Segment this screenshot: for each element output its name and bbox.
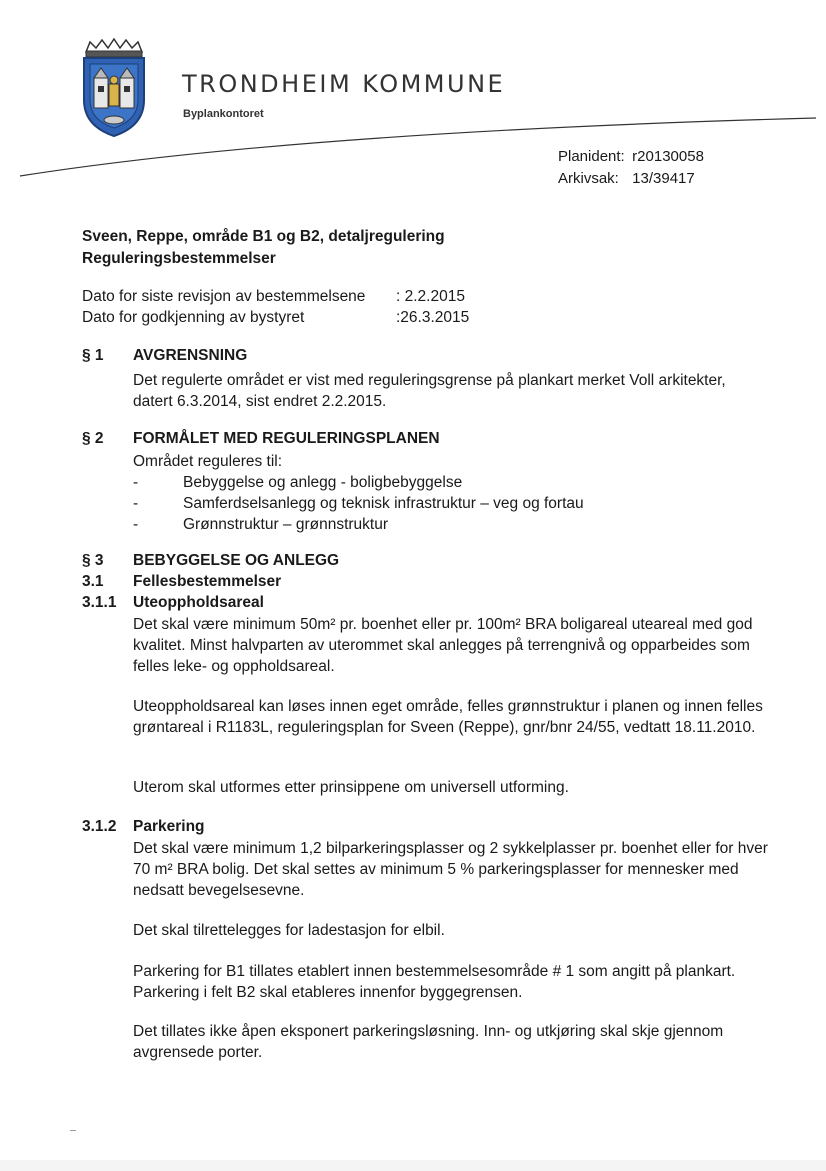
planident-label: Planident: [558, 148, 625, 165]
section-2-list [133, 472, 584, 535]
planident-row [558, 146, 704, 168]
approval-date-label: Dato for godkjenning av bystyret [82, 309, 305, 326]
paragraph: Det skal tilrettelegges for ladestasjon for elbil. [133, 922, 445, 939]
arkivsak-value: 13/39417 [632, 170, 695, 187]
section-1-heading: AVGRENSNING [133, 347, 248, 364]
paragraph: Det tillates ikke åpen eksponert parkeringsløsning. Inn- og utkjøring skal skje gjennom avgrensede porter. [133, 1023, 724, 1061]
arkivsak-label: Arkivsak: [558, 170, 619, 187]
section-1-number: § 1 [82, 347, 104, 364]
paragraph: Uterom skal utformes etter prinsippene om universell utforming. [133, 779, 569, 796]
subsection-3-1-heading: Fellesbestemmelser [133, 573, 282, 590]
title-line-1: Sveen, Reppe, område B1 og B2, detaljregulering [82, 228, 445, 245]
paragraph: Uteoppholdsareal kan løses innen eget område, felles grønnstruktur i planen og innen felles grøntareal i R1183L, reguleringsplan for Sveen (Reppe), gnr/bnr 24/55, vedtatt 18.11.2010. [133, 698, 763, 736]
revision-date-value: : 2.2.2015 [396, 288, 465, 305]
paragraph: Det skal være minimum 1,2 bilparkeringsplasser og 2 sykkelplasser pr. boenhet eller for hver 70 m² BRA bolig. Det skal settes av minimum 5 % parkeringsplasser for mennesker med nedsatt bevegelsesevne. [133, 840, 768, 899]
margin-mark [70, 1130, 76, 1131]
list-item: - Samferdselsanlegg og teknisk infrastruktur – veg og fortau [133, 495, 584, 512]
section-3-number: § 3 [82, 552, 104, 569]
subsection-3-1-2-number: 3.1.2 [82, 818, 117, 835]
paragraph: Det skal være minimum 50m² pr. boenhet eller pr. 100m² BRA boligareal uteareal med god kvalitet. Minst halvparten av uterommet skal anlegges på terrengnivå og opparbeides som felles leke- og oppholdsareal. [133, 616, 753, 675]
revision-date-row [82, 286, 469, 307]
dates-block [82, 286, 469, 328]
org-name: TRONDHEIM KOMMUNE [182, 70, 506, 98]
approval-date-value: :26.3.2015 [396, 309, 470, 326]
subsection-3-1-1-number: 3.1.1 [82, 594, 117, 611]
paragraph: Parkering for B1 tillates etablert innen bestemmelsesområde # 1 som angitt på plankart. Parkering i felt B2 skal etableres innenfor byggegrensen. [133, 963, 736, 1001]
subsection-3-1-number: 3.1 [82, 573, 104, 590]
planident-value: r20130058 [632, 148, 704, 165]
revision-date-label: Dato for siste revisjon av bestemmelsene [82, 288, 366, 305]
subsection-3-1-1-heading: Uteoppholdsareal [133, 594, 264, 611]
title-line-2: Reguleringsbestemmelser [82, 250, 276, 267]
list-item: - Bebyggelse og anlegg - boligbebyggelse [133, 474, 463, 491]
section-1-text: Det regulerte området er vist med reguleringsgrense på plankart merket Voll arkitekter, datert 6.3.2014, sist endret 2.2.2015. [133, 372, 726, 410]
section-2-intro: Området reguleres til: [133, 453, 283, 470]
approval-date-row [82, 307, 469, 328]
arkivsak-row [558, 168, 704, 190]
section-3-heading: BEBYGGELSE OG ANLEGG [133, 552, 340, 569]
section-2-number: § 2 [82, 430, 104, 447]
plan-meta [558, 146, 704, 190]
document-title [82, 226, 445, 270]
section-2-heading: FORMÅLET MED REGULERINGSPLANEN [133, 430, 440, 447]
scan-edge [0, 1160, 826, 1171]
list-item: - Grønnstruktur – grønnstruktur [133, 516, 389, 533]
org-unit: Byplankontoret [183, 108, 264, 120]
subsection-3-1-2-heading: Parkering [133, 818, 205, 835]
